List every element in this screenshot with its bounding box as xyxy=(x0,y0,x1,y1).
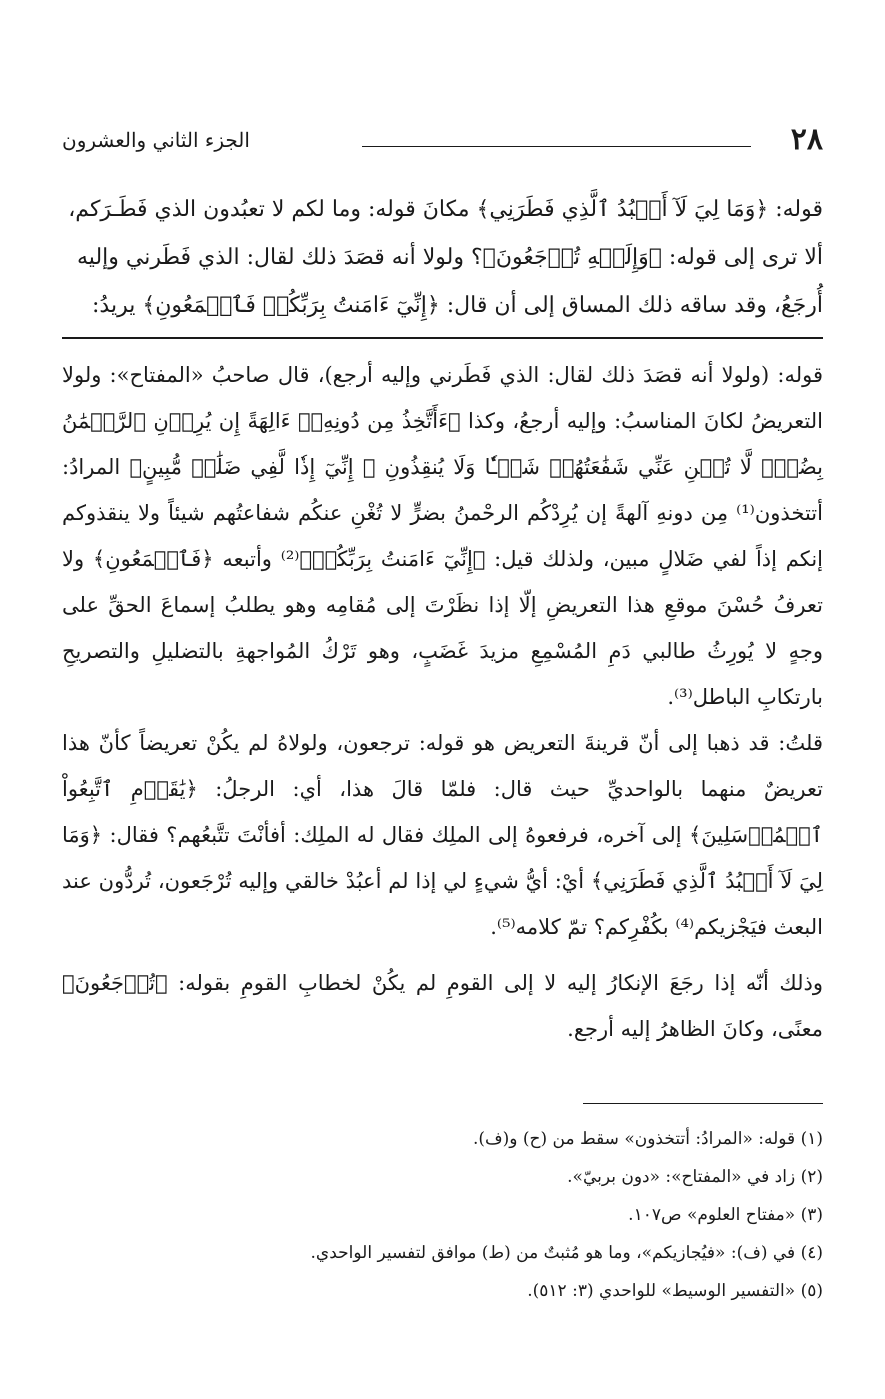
part-title: الجزء الثاني والعشرون xyxy=(62,128,250,152)
page-header xyxy=(62,118,823,168)
header-rule xyxy=(362,146,751,147)
commentary-text: قوله: (ولولا أنه قصَدَ ذلك لقال: الذي فَطَرني وإليه أرجع)، قال صاحبُ «المفتاح»: ولولا التعريضُ لكانَ المناسبُ: وإليه أرجعُ، وكذا ﴿ءَأَتَّخِذُ مِن دُونِهِۦٓ ءَالِهَةً إِن يُرِدۡنِ ٱلرَّحۡمَٰنُ بِضُرّٖ لَّا تُغۡنِ عَنِّي شَفَٰعَتُهُمۡ شَيۡـٔٗا وَلَا يُنقِذُونِ ۞ إِنِّيٓ إِذٗا لَّفِي ضَلَٰلٖ مُّبِينٍ﴾ المرادُ: أتتخذون⁽¹⁾ مِن دونهِ آلهةً إن يُرِدْكُم الرحْمنُ بضرٍّ لا تُغْنِ عنكُم شفاعتُهم شيئاً ولا ينقذوكم إنكم إذاً لفي ضَلالٍ مبين، ولذلك قيل: ﴿إِنِّيٓ ءَامَنتُ بِرَبِّكُمۡ﴾⁽²⁾ وأتبعه ﴿فَٱسۡمَعُونِ﴾ ولا تعرفُ حُسْنَ موقعِ هذا التعريضِ إلّا إذا نظَرْتَ إلى مُقامِه وهو يطلبُ إسماعَ الحقِّ على وجهٍ لا يُورِثُ طالبي دَمِ المُسْمِعِ مزيدَ غَضَبٍ، وهو تَرْكُ المُواجهةِ بالتضليلِ والتصريحِ بارتكابِ الباطل⁽³⁾. xyxy=(62,363,824,709)
page-number: ٢٨ xyxy=(790,122,823,157)
main-text-line: أُرجَعُ، وقد ساقه ذلك المساق إلى أن قال: ﴿إِنِّيٓ ءَامَنتُ بِرَبِّكُمۡ فَٱسۡمَعُونِ﴾ يريدُ: xyxy=(92,293,823,318)
footnote-rule xyxy=(583,1103,823,1104)
main-text-line: ألا ترى إلى قوله: ﴿وَإِلَيۡهِ تُرۡجَعُونَ﴾؟ ولولا أنه قصَدَ ذلك لقال: الذي فَطَرني وإليه xyxy=(77,245,823,270)
section-divider xyxy=(62,337,823,339)
footnote-item: (٤) في (ف): «فيُجازيكم»، وما هو مُثبتٌ من (ط) موافق لتفسير الواحدي. xyxy=(310,1243,823,1263)
footnote-item: (٣) «مفتاح العلوم» ص١٠٧. xyxy=(628,1205,823,1225)
footnotes xyxy=(62,1120,823,1310)
author-note-text: قلتُ: قد ذهبا إلى أنّ قرينةَ التعريض هو قوله: ترجعون، ولولاهُ لم يكُنْ تعريضاً كأنّ هذا تعريضٌ منهما بالواحديِّ حيث قال: فلمّا قالَ هذا، أي: الرجلُ: ﴿يَٰقَوۡمِ ٱتَّبِعُواْ ٱلۡمُرۡسَلِينَ﴾ إلى آخره، فرفعوهُ إلى الملِك فقال له الملِك: أفأنْتَ تتَّبعُهم؟ فقال: ﴿وَمَا لِيَ لَآ أَعۡبُدُ ٱلَّذِي فَطَرَنِي﴾ أيْ: أيُّ شيءٍ لي إذا لم أعبُدْ خالقي وإليه تُرْجَعون، تُردُّون عند البعث فيَجْزيكم⁽⁴⁾ بكُفْرِكم؟ تمّ كلامه⁽⁵⁾. xyxy=(62,731,823,939)
commentary-paragraph xyxy=(62,352,823,720)
main-text xyxy=(62,186,823,330)
closing-text: وذلك أنّه إذا رجَعَ الإنكارُ إليه لا إلى القومِ لم يكُنْ لخطابِ القومِ بقوله: ﴿تُرۡجَعُونَ﴾ معنًى، وكانَ الظاهرُ إليه أرجع. xyxy=(62,971,823,1041)
closing-paragraph xyxy=(62,960,823,1052)
footnote-item: (٥) «التفسير الوسيط» للواحدي (٣: ٥١٢). xyxy=(527,1281,823,1301)
main-text-line: قوله: ﴿وَمَا لِيَ لَآ أَعۡبُدُ ٱلَّذِي فَطَرَنِي﴾ مكانَ قوله: وما لكم لا تعبُدون الذي فَطَـرَكم، xyxy=(68,197,823,222)
footnote-item: (٢) زاد في «المفتاح»: «دون بربيّ». xyxy=(567,1167,823,1187)
author-note-paragraph xyxy=(62,720,823,950)
footnote-item: (١) قوله: «المرادُ: أتتخذون» سقط من (ح) و(ف). xyxy=(472,1129,823,1149)
